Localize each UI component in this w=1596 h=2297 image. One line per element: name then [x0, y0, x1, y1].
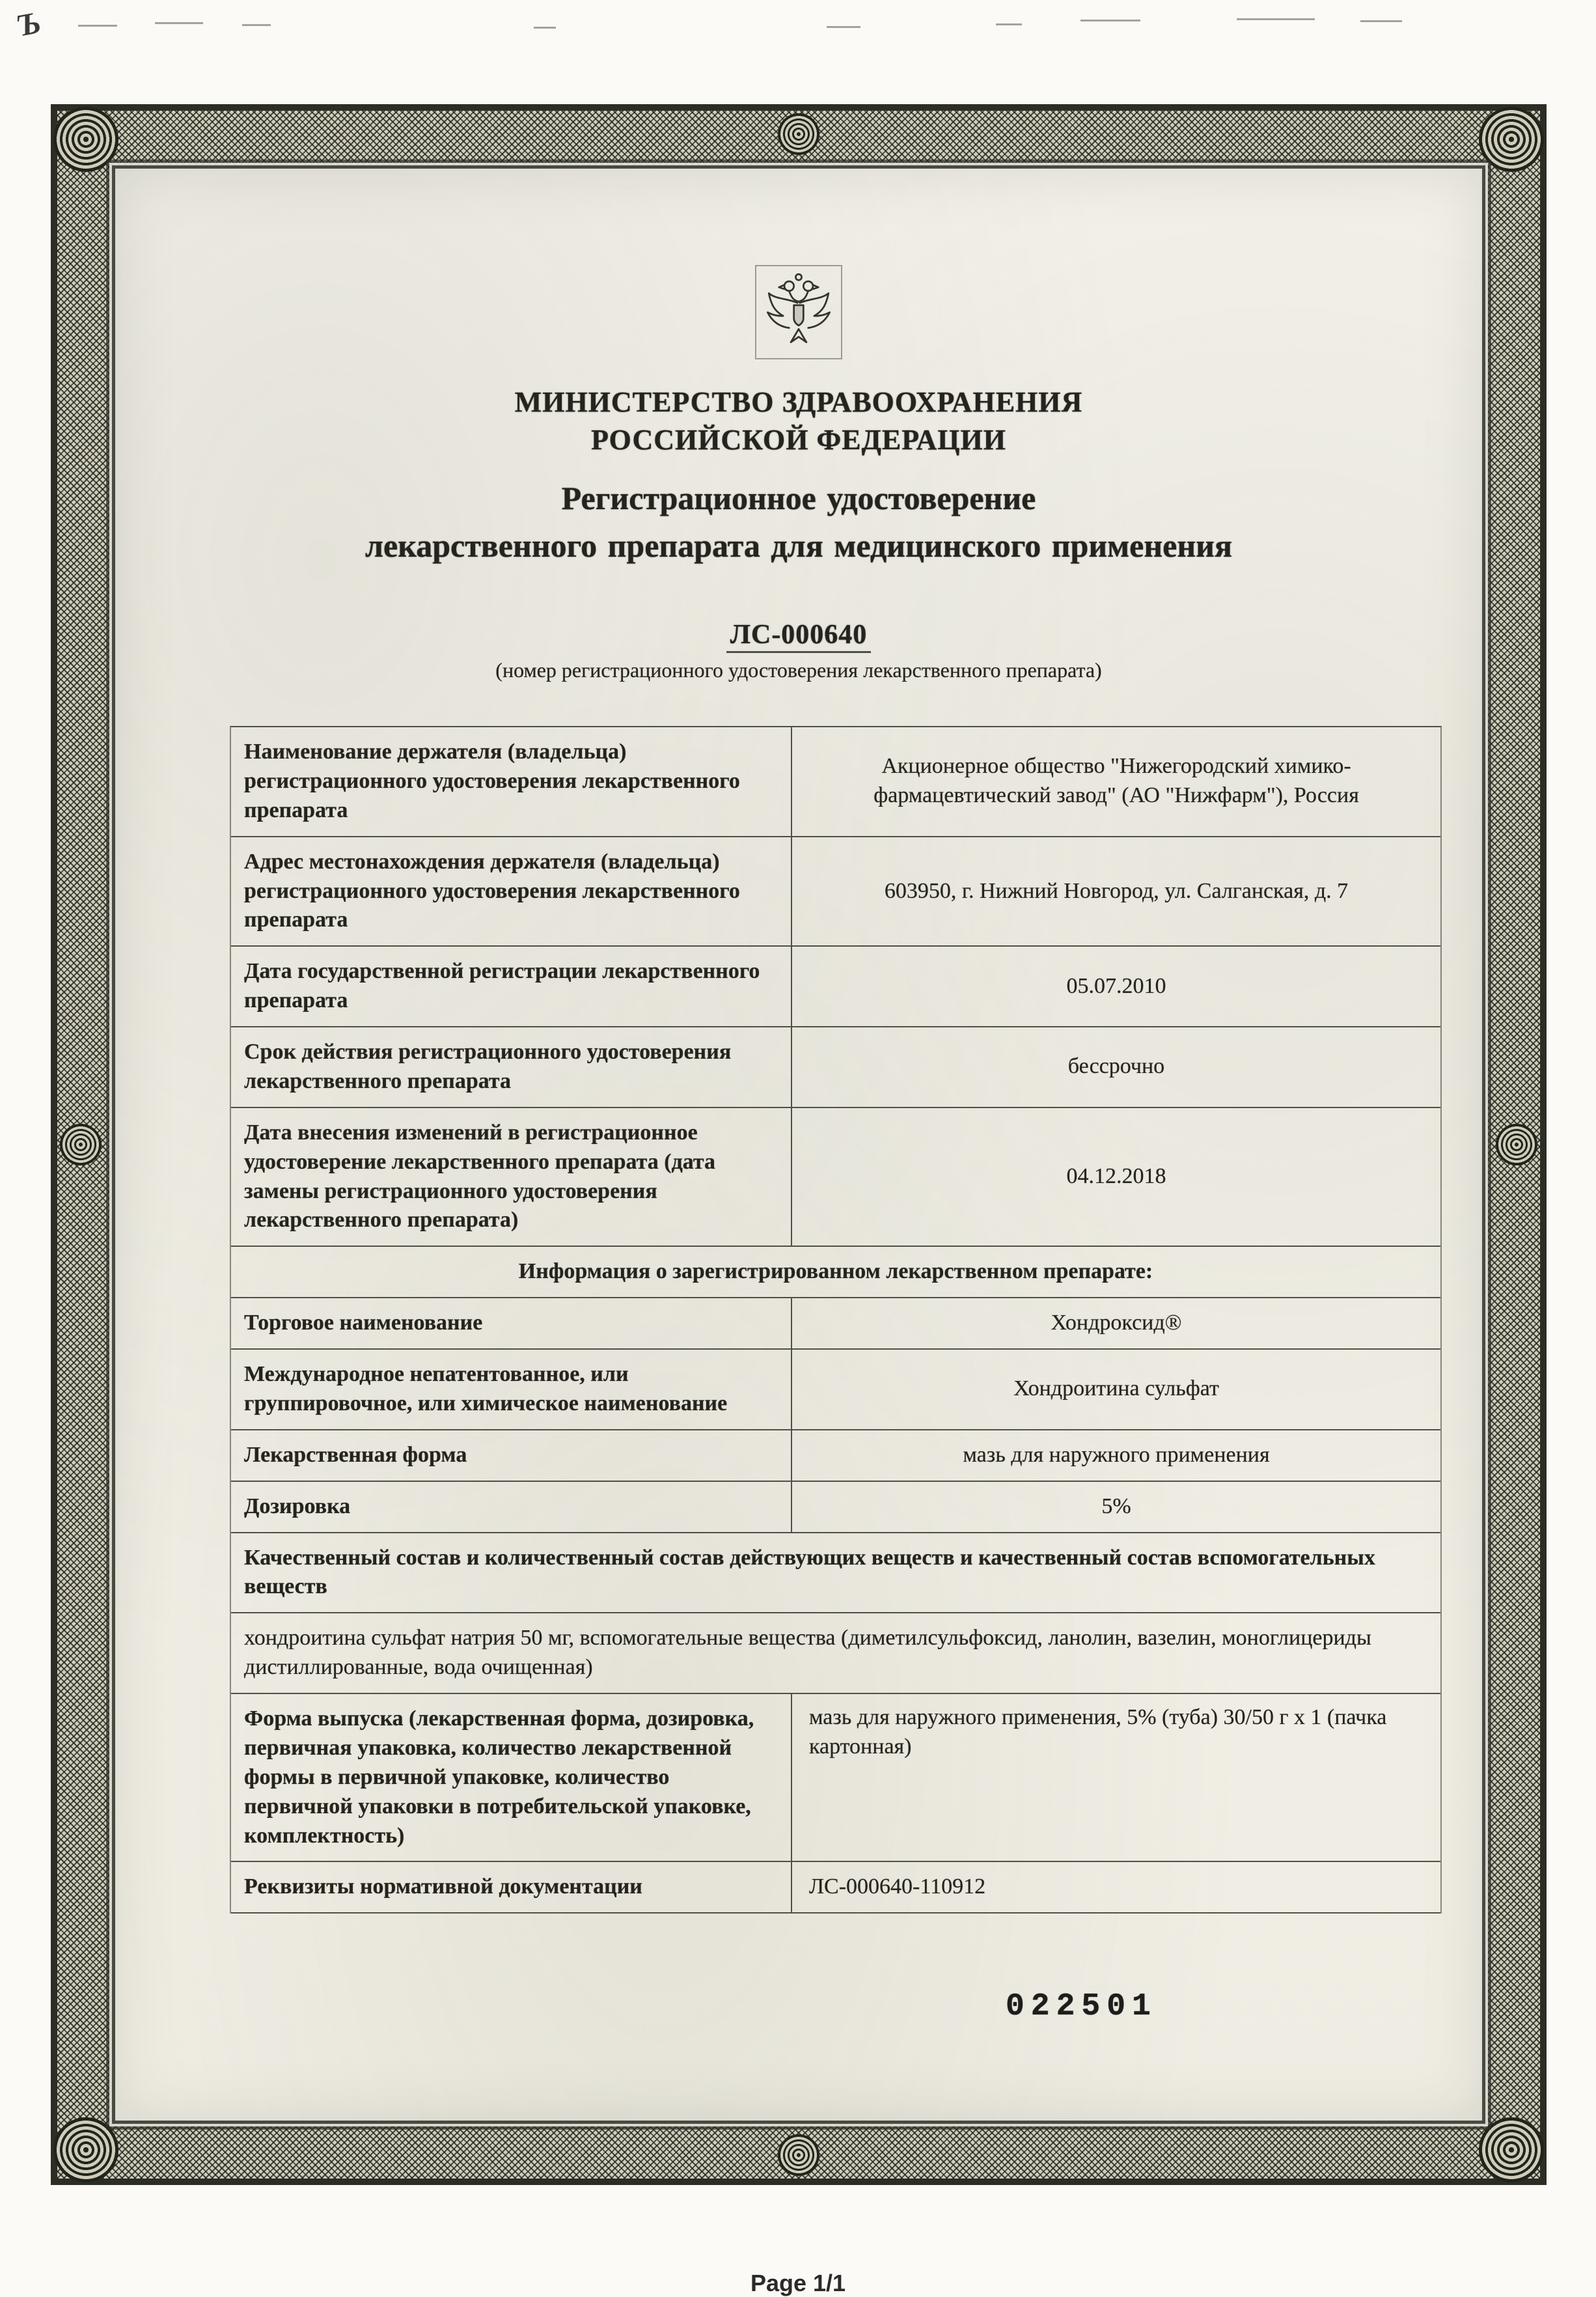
document-title: [115, 475, 1482, 569]
certificate-paper: [112, 165, 1485, 2124]
stamp-number: 022501: [1006, 1989, 1157, 2024]
section-heading: Информация о зарегистрированном лекарственном препарате:: [518, 1259, 1153, 1284]
field-value: мазь для наружного применения: [791, 1430, 1440, 1481]
corner-rosette-icon: [53, 2117, 118, 2182]
table-row: [231, 1694, 1440, 1862]
field-label: Торговое наименование: [244, 1311, 483, 1335]
border-medallion-icon: [60, 1124, 102, 1165]
table-row: [231, 1350, 1440, 1430]
scan-artifact: [1080, 20, 1140, 21]
table-section-row: [231, 1247, 1440, 1298]
scan-artifact: [996, 23, 1022, 25]
title-line-2: лекарственного препарата для медицинского применения: [365, 527, 1233, 564]
certificate-frame: [51, 104, 1547, 2185]
table-row: [231, 1298, 1440, 1350]
composition-text: хондроитина сульфат натрия 50 мг, вспомогательные вещества (диметилсульфоксид, ланолин, вазелин, моноглицериды дистиллированные, вода очищенная): [244, 1626, 1371, 1680]
handwritten-mark: Ъ: [14, 5, 44, 44]
table-row: [231, 1482, 1440, 1533]
field-label: Адрес местонахождения держателя (владельца) регистрационного удостоверения лекарственного препарата: [244, 849, 740, 932]
scan-artifact: [242, 24, 271, 26]
field-value: 603950, г. Нижний Новгород, ул. Салганская, д. 7: [791, 837, 1440, 946]
title-line-1: Регистрационное удостоверение: [561, 480, 1036, 516]
certificate-table: [230, 726, 1442, 1914]
field-label: Дата государственной регистрации лекарственного препарата: [244, 959, 760, 1013]
field-label: Дозировка: [244, 1494, 351, 1518]
field-value: ЛС-000640-110912: [791, 1862, 1440, 1912]
field-label: Международное непатентованное, или группировочное, или химическое наименование: [244, 1362, 728, 1415]
registration-number-caption: (номер регистрационного удостоверения лекарственного препарата): [495, 658, 1102, 682]
border-medallion-icon: [1496, 1124, 1537, 1165]
table-row: [231, 1430, 1440, 1482]
scan-artifact: [1360, 20, 1402, 22]
field-value: 5%: [791, 1482, 1440, 1532]
corner-rosette-icon: [1479, 2117, 1544, 2182]
ministry-line-1: МИНИСТЕРСТВО ЗДРАВООХРАНЕНИЯ: [514, 386, 1083, 418]
scan-artifact: [155, 22, 203, 24]
ministry-line-2: РОССИЙСКОЙ ФЕДЕРАЦИИ: [591, 424, 1006, 456]
registration-number: ЛС-000640: [115, 619, 1482, 650]
table-row: [231, 727, 1440, 837]
border-medallion-icon: [778, 2134, 819, 2176]
field-label: Наименование держателя (владельца) регистрационного удостоверения лекарственного препарата: [244, 740, 740, 822]
field-label: Срок действия регистрационного удостоверения лекарственного препарата: [244, 1040, 732, 1093]
scan-artifact: [534, 27, 556, 29]
field-label: Дата внесения изменений в регистрационное удостоверение лекарственного препарата (дата замены регистрационного удостоверения лекарственного препарата): [244, 1120, 716, 1232]
field-value: мазь для наружного применения, 5% (туба) 30/50 г х 1 (пачка картонная): [791, 1694, 1440, 1861]
section-heading: Качественный состав и количественный состав действующих веществ и качественный состав вспомогательных веществ: [244, 1545, 1375, 1599]
table-row: [231, 1108, 1440, 1247]
coat-of-arms-icon: [755, 265, 842, 359]
corner-rosette-icon: [53, 107, 118, 172]
field-value: бессрочно: [791, 1027, 1440, 1107]
scan-artifact: [1237, 18, 1315, 20]
table-row: [231, 1027, 1440, 1108]
field-label: Реквизиты нормативной документации: [244, 1874, 642, 1899]
scan-artifact: [78, 25, 117, 27]
page-footer: Page 1/1: [750, 2270, 846, 2296]
table-row: [231, 1862, 1440, 1914]
corner-rosette-icon: [1479, 107, 1544, 172]
table-row: [231, 837, 1440, 947]
scan-artifact: [827, 26, 860, 28]
table-row: [231, 947, 1440, 1027]
table-section-row: [231, 1613, 1440, 1694]
ministry-name: [115, 383, 1482, 459]
field-value: Акционерное общество "Нижегородский химико-фармацевтический завод" (АО "Нижфарм"), Россия: [791, 727, 1440, 836]
field-value: Хондроксид®: [791, 1298, 1440, 1348]
table-section-row: [231, 1533, 1440, 1614]
field-value: 04.12.2018: [791, 1108, 1440, 1246]
field-label: Форма выпуска (лекарственная форма, дозировка, первичная упаковка, количество лекарственной формы в первичной упаковке, количество первичной упаковки в потребительской упаковке, комплектность): [244, 1706, 754, 1848]
field-value: Хондроитина сульфат: [791, 1350, 1440, 1429]
field-label: Лекарственная форма: [244, 1442, 467, 1467]
field-value: 05.07.2010: [791, 947, 1440, 1026]
border-medallion-icon: [778, 113, 819, 155]
